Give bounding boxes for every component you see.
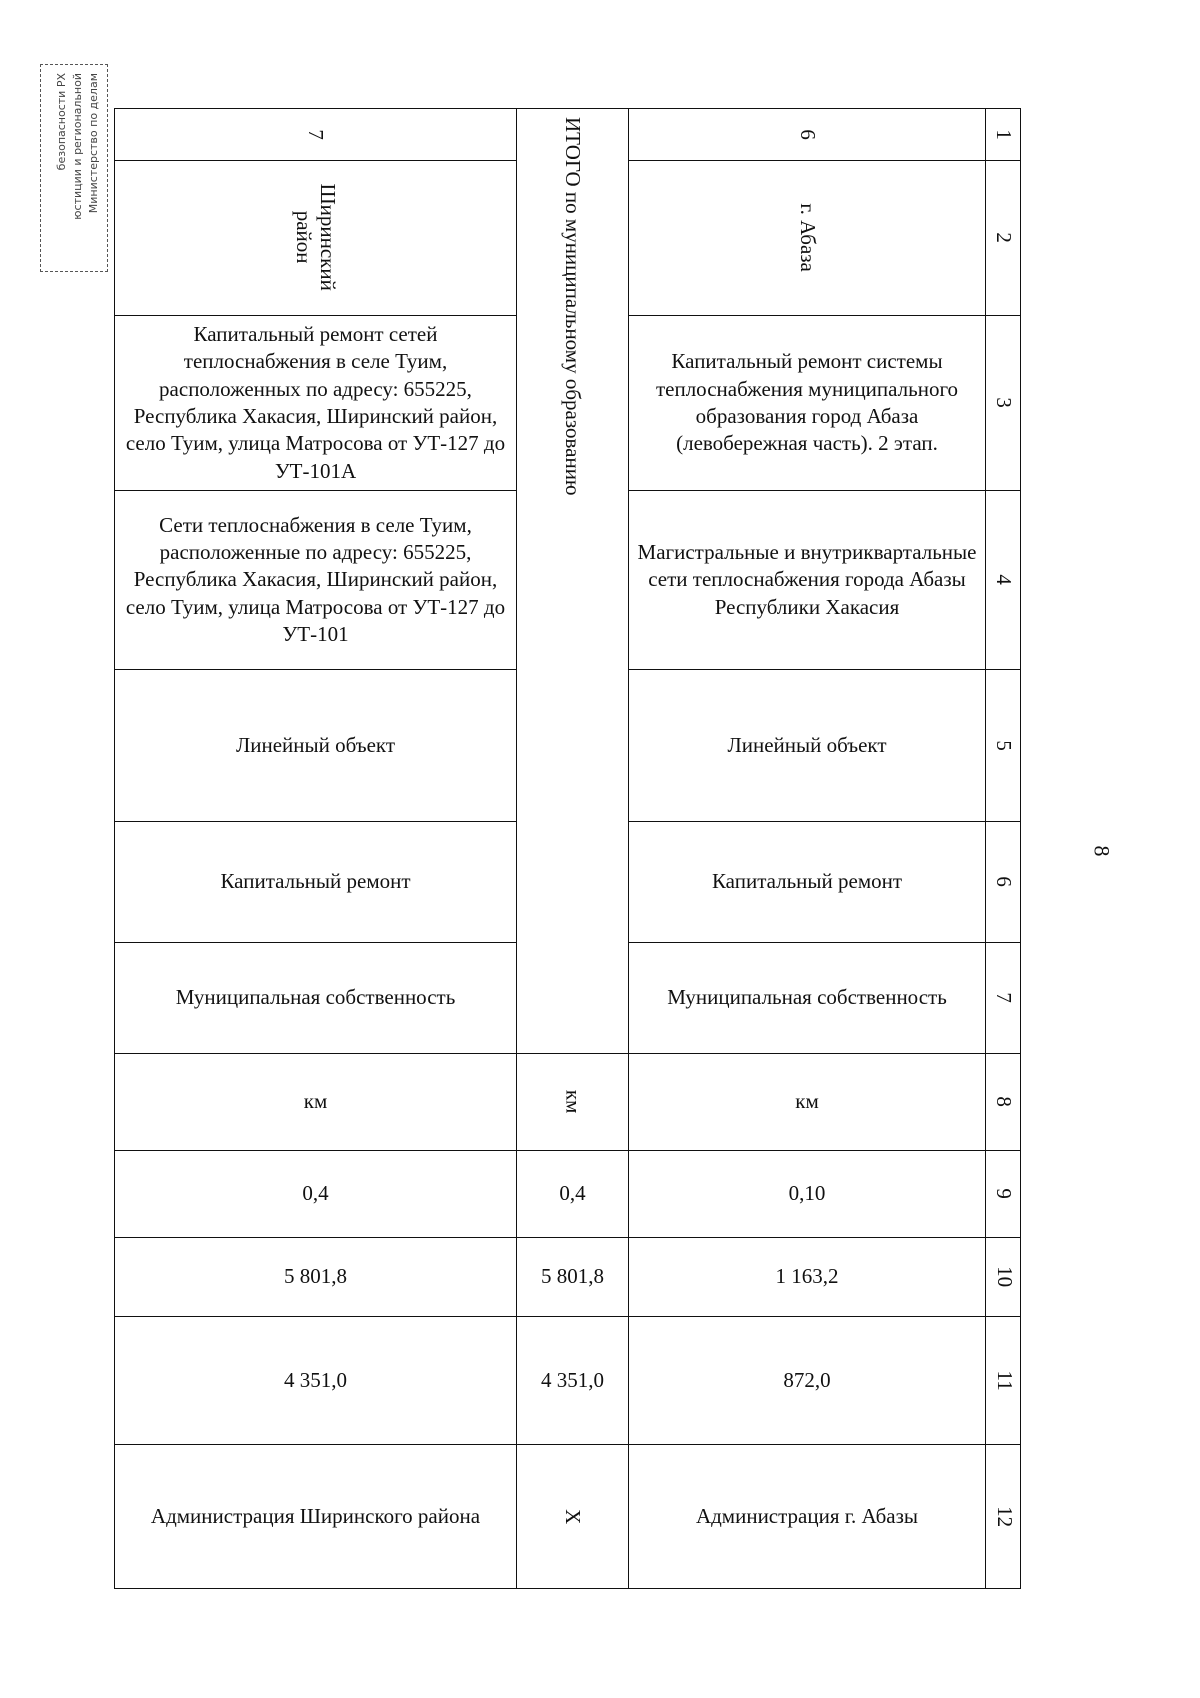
column-number: 12 (986, 1445, 1021, 1589)
capacity: 0,4 (115, 1151, 517, 1238)
stamp-line: юстиции и региональной (71, 73, 84, 220)
column-number: 8 (986, 1054, 1021, 1151)
customer: Администрация Ширинского района (115, 1445, 517, 1589)
stamp-line: безопасности РХ (55, 73, 68, 171)
estimated-cost: 5 801,8 (517, 1238, 629, 1317)
column-number: 1 (986, 109, 1021, 161)
work-type: Капитальный ремонт (629, 822, 986, 943)
column-number: 10 (986, 1238, 1021, 1317)
customer: Администрация г. Абазы (629, 1445, 986, 1589)
district-cell (629, 161, 986, 316)
ownership: Муниципальная собственность (629, 943, 986, 1054)
page-number: 8 (1089, 845, 1115, 857)
column-number: 4 (986, 491, 1021, 670)
estimated-cost: 1 163,2 (629, 1238, 986, 1317)
column-number: 11 (986, 1317, 1021, 1445)
ownership: Муниципальная собственность (115, 943, 517, 1054)
district-label: Ширинский район (291, 183, 340, 291)
district-label: г. Абаза (795, 203, 820, 273)
column-number: 3 (986, 316, 1021, 491)
stamp-line: Министерство по делам (87, 73, 100, 214)
column-number: 6 (986, 822, 1021, 943)
funding-amount: 4 351,0 (115, 1317, 517, 1445)
object-type: Линейный объект (115, 670, 517, 822)
row-number-7: 7 (115, 109, 517, 161)
unit: км (517, 1054, 629, 1151)
district-cell (115, 161, 517, 316)
registration-stamp (40, 64, 108, 272)
object-name: Сети теплоснабжения в селе Туим, расположенные по адресу: 655225, Республика Хакасия, Ширинский район, село Туим, улица Матросова от УТ-127 до УТ-101 (115, 491, 517, 670)
funding-amount: 4 351,0 (517, 1317, 629, 1445)
work-type: Капитальный ремонт (115, 822, 517, 943)
customer: Х (517, 1445, 629, 1589)
object-type: Линейный объект (629, 670, 986, 822)
itogo-label: ИТОГО по муниципальному образованию (561, 117, 586, 496)
estimated-cost: 5 801,8 (115, 1238, 517, 1317)
column-number: 7 (986, 943, 1021, 1054)
project-name: Капитальный ремонт сетей теплоснабжения в селе Туим, расположенных по адресу: 655225, Республика Хакасия, Ширинский район, село Туим, улица Матросова от УТ-127 до УТ-101А (115, 316, 517, 491)
column-number: 9 (986, 1151, 1021, 1238)
itogo-cell (517, 109, 629, 1054)
unit: км (629, 1054, 986, 1151)
unit: км (115, 1054, 517, 1151)
project-name: Капитальный ремонт системы теплоснабжения муниципального образования город Абаза (левобережная часть). 2 этап. (629, 316, 986, 491)
row-number-6: 6 (629, 109, 986, 161)
capacity: 0,4 (517, 1151, 629, 1238)
column-number: 5 (986, 670, 1021, 822)
object-name: Магистральные и внутриквартальные сети теплоснабжения города Абазы Республики Хакасия (629, 491, 986, 670)
column-number: 2 (986, 161, 1021, 316)
capacity: 0,10 (629, 1151, 986, 1238)
objects-table (114, 108, 1021, 1589)
funding-amount: 872,0 (629, 1317, 986, 1445)
